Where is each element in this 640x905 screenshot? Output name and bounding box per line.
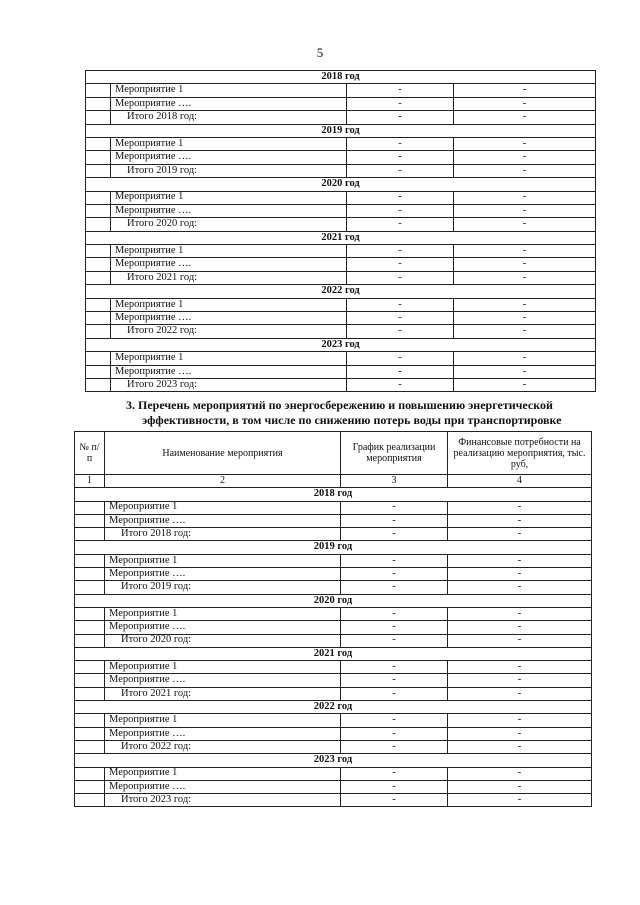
year-row — [75, 488, 592, 501]
year-row — [86, 124, 596, 137]
number-cell — [86, 111, 111, 124]
activity-row — [86, 97, 596, 110]
total-row — [86, 164, 596, 177]
number-cell — [86, 312, 111, 325]
year-row — [75, 541, 592, 554]
total-row — [86, 271, 596, 284]
column-number: 4 — [448, 475, 592, 488]
number-cell — [86, 378, 111, 391]
schedule-cell: - — [347, 164, 454, 177]
total-row — [75, 687, 592, 700]
activity-name: Мероприятие …. — [111, 204, 347, 217]
activity-row — [86, 137, 596, 150]
column-number: 1 — [75, 475, 105, 488]
number-cell — [86, 365, 111, 378]
number-cell — [75, 740, 105, 753]
number-cell — [86, 137, 111, 150]
total-row — [75, 634, 592, 647]
activity-row — [75, 554, 592, 567]
total-row — [86, 218, 596, 231]
year-label: 2023 год — [75, 754, 592, 767]
financing-cell: - — [448, 674, 592, 687]
financing-cell: - — [454, 218, 596, 231]
number-cell — [75, 687, 105, 700]
activity-name: Мероприятие 1 — [105, 714, 341, 727]
total-row — [86, 325, 596, 338]
activity-name: Мероприятие …. — [111, 258, 347, 271]
activity-name: Мероприятие …. — [105, 514, 341, 527]
total-row — [86, 111, 596, 124]
total-label: Итого 2022 год: — [105, 740, 341, 753]
number-cell — [75, 794, 105, 807]
financing-cell: - — [454, 204, 596, 217]
schedule-cell: - — [347, 204, 454, 217]
schedule-cell: - — [341, 740, 448, 753]
year-row — [75, 754, 592, 767]
year-label: 2019 год — [75, 541, 592, 554]
number-cell — [75, 607, 105, 620]
activity-row — [86, 245, 596, 258]
schedule-cell: - — [341, 661, 448, 674]
financing-cell: - — [448, 501, 592, 514]
year-label: 2018 год — [75, 488, 592, 501]
year-row — [86, 285, 596, 298]
financing-cell: - — [448, 661, 592, 674]
number-cell — [75, 514, 105, 527]
financing-cell: - — [448, 554, 592, 567]
number-cell — [75, 554, 105, 567]
activity-row — [86, 151, 596, 164]
activity-name: Мероприятие …. — [105, 727, 341, 740]
financing-cell: - — [454, 164, 596, 177]
schedule-cell: - — [341, 514, 448, 527]
total-row — [86, 378, 596, 391]
total-label: Итого 2020 год: — [111, 218, 347, 231]
header-schedule: График реализации мероприятия — [341, 432, 448, 475]
activity-name: Мероприятие …. — [105, 674, 341, 687]
schedule-cell: - — [341, 780, 448, 793]
activity-name: Мероприятие …. — [105, 568, 341, 581]
financing-cell: - — [448, 687, 592, 700]
number-cell — [75, 767, 105, 780]
year-label: 2021 год — [75, 647, 592, 660]
number-cell — [75, 528, 105, 541]
total-label: Итого 2019 год: — [111, 164, 347, 177]
activity-row — [75, 727, 592, 740]
financing-cell: - — [454, 258, 596, 271]
column-number: 2 — [105, 475, 341, 488]
number-cell — [75, 634, 105, 647]
year-label: 2022 год — [86, 285, 596, 298]
number-cell — [86, 204, 111, 217]
financing-cell: - — [454, 245, 596, 258]
total-label: Итого 2018 год: — [105, 528, 341, 541]
column-number-row — [75, 475, 592, 488]
number-cell — [75, 621, 105, 634]
schedule-cell: - — [347, 151, 454, 164]
schedule-cell: - — [341, 674, 448, 687]
number-cell — [86, 218, 111, 231]
activity-row — [75, 607, 592, 620]
activity-name: Мероприятие …. — [111, 151, 347, 164]
section-heading — [126, 398, 606, 428]
number-cell — [86, 258, 111, 271]
schedule-cell: - — [347, 84, 454, 97]
header-number: № п/п — [75, 432, 105, 475]
financing-cell: - — [448, 714, 592, 727]
schedule-cell: - — [347, 378, 454, 391]
financing-cell: - — [448, 514, 592, 527]
schedule-cell: - — [347, 111, 454, 124]
number-cell — [75, 581, 105, 594]
activity-name: Мероприятие 1 — [105, 554, 341, 567]
year-row — [86, 338, 596, 351]
financing-cell: - — [454, 97, 596, 110]
header-financing: Финансовые потребности на реализацию мероприятия, тыс. руб, — [448, 432, 592, 475]
year-row — [75, 647, 592, 660]
total-label: Итого 2020 год: — [105, 634, 341, 647]
number-cell — [86, 97, 111, 110]
total-row — [75, 740, 592, 753]
year-label: 2023 год — [86, 338, 596, 351]
activity-row — [86, 312, 596, 325]
activity-row — [86, 84, 596, 97]
total-label: Итого 2018 год: — [111, 111, 347, 124]
activity-name: Мероприятие 1 — [111, 137, 347, 150]
schedule-cell: - — [347, 97, 454, 110]
schedule-cell: - — [347, 352, 454, 365]
activity-name: Мероприятие 1 — [111, 352, 347, 365]
schedule-cell: - — [347, 137, 454, 150]
financing-cell: - — [454, 378, 596, 391]
schedule-cell: - — [341, 634, 448, 647]
number-cell — [75, 714, 105, 727]
total-label: Итого 2023 год: — [111, 378, 347, 391]
total-label: Итого 2021 год: — [105, 687, 341, 700]
financing-cell: - — [454, 191, 596, 204]
activity-name: Мероприятие …. — [105, 621, 341, 634]
activity-name: Мероприятие 1 — [111, 245, 347, 258]
activity-row — [86, 258, 596, 271]
financing-cell: - — [454, 137, 596, 150]
activity-name: Мероприятие 1 — [105, 607, 341, 620]
financing-cell: - — [448, 607, 592, 620]
activity-name: Мероприятие 1 — [105, 661, 341, 674]
activity-row — [75, 767, 592, 780]
activity-name: Мероприятие 1 — [105, 501, 341, 514]
activity-row — [75, 568, 592, 581]
number-cell — [75, 780, 105, 793]
schedule-cell: - — [347, 245, 454, 258]
activity-row — [75, 714, 592, 727]
schedule-cell: - — [341, 568, 448, 581]
activity-row — [86, 352, 596, 365]
number-cell — [86, 352, 111, 365]
schedule-cell: - — [341, 554, 448, 567]
financing-cell: - — [454, 84, 596, 97]
number-cell — [75, 674, 105, 687]
total-row — [75, 581, 592, 594]
schedule-cell: - — [347, 258, 454, 271]
financing-cell: - — [454, 312, 596, 325]
total-label: Итого 2019 год: — [105, 581, 341, 594]
section-heading-line1: 3. Перечень мероприятий по энергосбережению и повышению энергетической — [126, 398, 553, 412]
activity-name: Мероприятие 1 — [111, 298, 347, 311]
year-label: 2020 год — [86, 178, 596, 191]
total-label: Итого 2023 год: — [105, 794, 341, 807]
section-heading-line2: эффективности, в том числе по снижению потерь воды при транспортировке — [142, 413, 562, 427]
financing-cell: - — [454, 325, 596, 338]
schedule-cell: - — [347, 218, 454, 231]
number-cell — [86, 191, 111, 204]
year-label: 2019 год — [86, 124, 596, 137]
total-label: Итого 2022 год: — [111, 325, 347, 338]
total-label: Итого 2021 год: — [111, 271, 347, 284]
schedule-cell: - — [341, 767, 448, 780]
column-number: 3 — [341, 475, 448, 488]
activity-row — [75, 621, 592, 634]
financing-cell: - — [448, 767, 592, 780]
activity-name: Мероприятие …. — [105, 780, 341, 793]
schedule-cell: - — [347, 271, 454, 284]
financing-cell: - — [454, 352, 596, 365]
financing-cell: - — [454, 111, 596, 124]
schedule-cell: - — [341, 528, 448, 541]
activity-row — [86, 298, 596, 311]
energy-saving-activities-table — [74, 431, 592, 807]
year-row — [86, 178, 596, 191]
schedule-cell: - — [347, 325, 454, 338]
financing-cell: - — [454, 271, 596, 284]
number-cell — [75, 727, 105, 740]
schedule-cell: - — [341, 581, 448, 594]
number-cell — [75, 501, 105, 514]
schedule-cell: - — [341, 687, 448, 700]
schedule-cell: - — [347, 312, 454, 325]
financing-cell: - — [448, 634, 592, 647]
year-row — [75, 701, 592, 714]
activity-row — [75, 514, 592, 527]
year-row — [75, 594, 592, 607]
activity-name: Мероприятие …. — [111, 312, 347, 325]
number-cell — [86, 151, 111, 164]
table1-body — [86, 71, 596, 392]
schedule-cell: - — [347, 298, 454, 311]
activity-name: Мероприятие 1 — [111, 84, 347, 97]
schedule-cell: - — [341, 501, 448, 514]
number-cell — [86, 245, 111, 258]
financing-cell: - — [448, 581, 592, 594]
activity-name: Мероприятие 1 — [105, 767, 341, 780]
activities-table-continued — [85, 70, 596, 392]
schedule-cell: - — [341, 727, 448, 740]
table2-body — [75, 432, 592, 807]
financing-cell: - — [454, 151, 596, 164]
number-cell — [86, 84, 111, 97]
financing-cell: - — [448, 740, 592, 753]
total-row — [75, 528, 592, 541]
page-number: 5 — [316, 45, 324, 60]
activity-name: Мероприятие 1 — [111, 191, 347, 204]
year-row — [86, 71, 596, 84]
year-label: 2018 год — [86, 71, 596, 84]
schedule-cell: - — [347, 191, 454, 204]
financing-cell: - — [454, 365, 596, 378]
schedule-cell: - — [347, 365, 454, 378]
year-label: 2021 год — [86, 231, 596, 244]
financing-cell: - — [448, 568, 592, 581]
activity-row — [86, 204, 596, 217]
activity-name: Мероприятие …. — [111, 365, 347, 378]
year-label: 2022 год — [75, 701, 592, 714]
schedule-cell: - — [341, 607, 448, 620]
activity-row — [75, 674, 592, 687]
header-activity-name: Наименование мероприятия — [105, 432, 341, 475]
number-cell — [75, 661, 105, 674]
activity-row — [86, 365, 596, 378]
year-row — [86, 231, 596, 244]
number-cell — [75, 568, 105, 581]
activity-row — [75, 501, 592, 514]
financing-cell: - — [448, 621, 592, 634]
activity-row — [75, 661, 592, 674]
total-row — [75, 794, 592, 807]
number-cell — [86, 325, 111, 338]
activity-name: Мероприятие …. — [111, 97, 347, 110]
number-cell — [86, 271, 111, 284]
financing-cell: - — [454, 298, 596, 311]
activity-row — [86, 191, 596, 204]
number-cell — [86, 298, 111, 311]
schedule-cell: - — [341, 621, 448, 634]
number-cell — [86, 164, 111, 177]
financing-cell: - — [448, 780, 592, 793]
financing-cell: - — [448, 528, 592, 541]
financing-cell: - — [448, 794, 592, 807]
activity-row — [75, 780, 592, 793]
schedule-cell: - — [341, 794, 448, 807]
schedule-cell: - — [341, 714, 448, 727]
table-header-row — [75, 432, 592, 475]
year-label: 2020 год — [75, 594, 592, 607]
financing-cell: - — [448, 727, 592, 740]
